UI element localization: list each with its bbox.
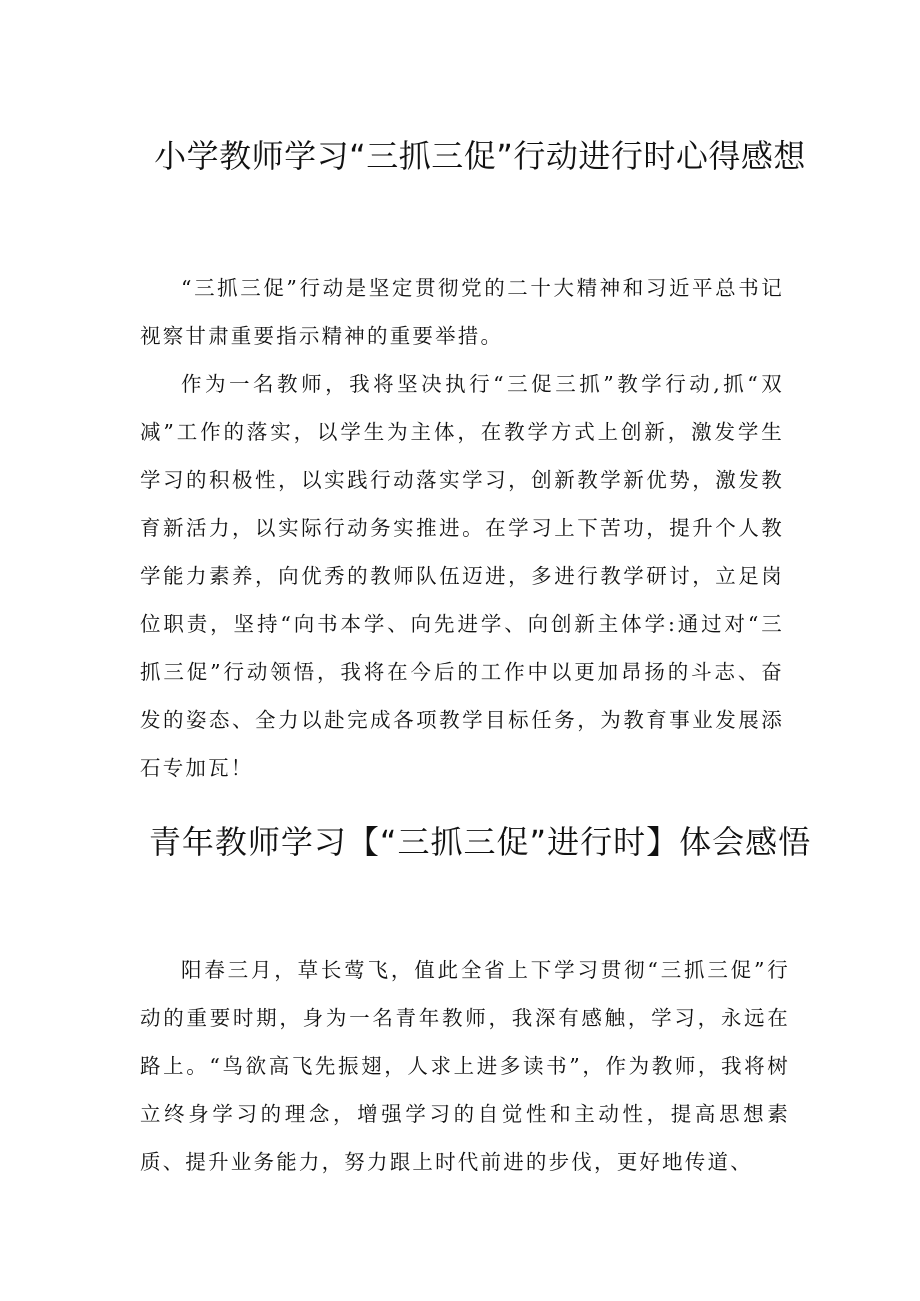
section-2-title: 青年教师学习【“三抓三促”进行时】体会感悟 xyxy=(148,823,812,861)
section-1-paragraph-2: 作为一名教师，我将坚决执行“三促三抓”教学行动,抓“双减”工作的落实，以学生为主体，在教学方式上创新，激发学生学习的积极性，以实践行动落实学习，创新教学新优势，激发教育新活力，以实际行动务实推进。在学习上下苦功，提升个人教学能力素养，向优秀的教师队伍迈进，多进行教学研讨，立足岗位职责，坚持“向书本学、向先进学、向创新主体学:通过对“三抓三促”行动领悟，我将在今后的工作中以更加昂扬的斗志、奋发的姿态、全力以赴完成各项教学目标任务，为教育事业发展添石专加瓦！ xyxy=(140,372,784,780)
section-1-title: 小学教师学习“三抓三促”行动进行时心得感想 xyxy=(154,137,806,175)
section-1-paragraph-1: “三抓三促”行动是坚定贯彻党的二十大精神和习近平总书记视察甘肃重要指示精神的重要举措。 xyxy=(140,276,784,348)
section-2-paragraph-1: 阳春三月，草长莺飞，值此全省上下学习贯彻“三抓三促”行动的重要时期，身为一名青年教师，我深有感触，学习，永远在路上。“鸟欲高飞先振翅，人求上进多读书”，作为教师，我将树立终身学习的理念，增强学习的自觉性和主动性，提高思想素质、提升业务能力，努力跟上时代前进的步伐，更好地传道、 xyxy=(140,958,790,1174)
